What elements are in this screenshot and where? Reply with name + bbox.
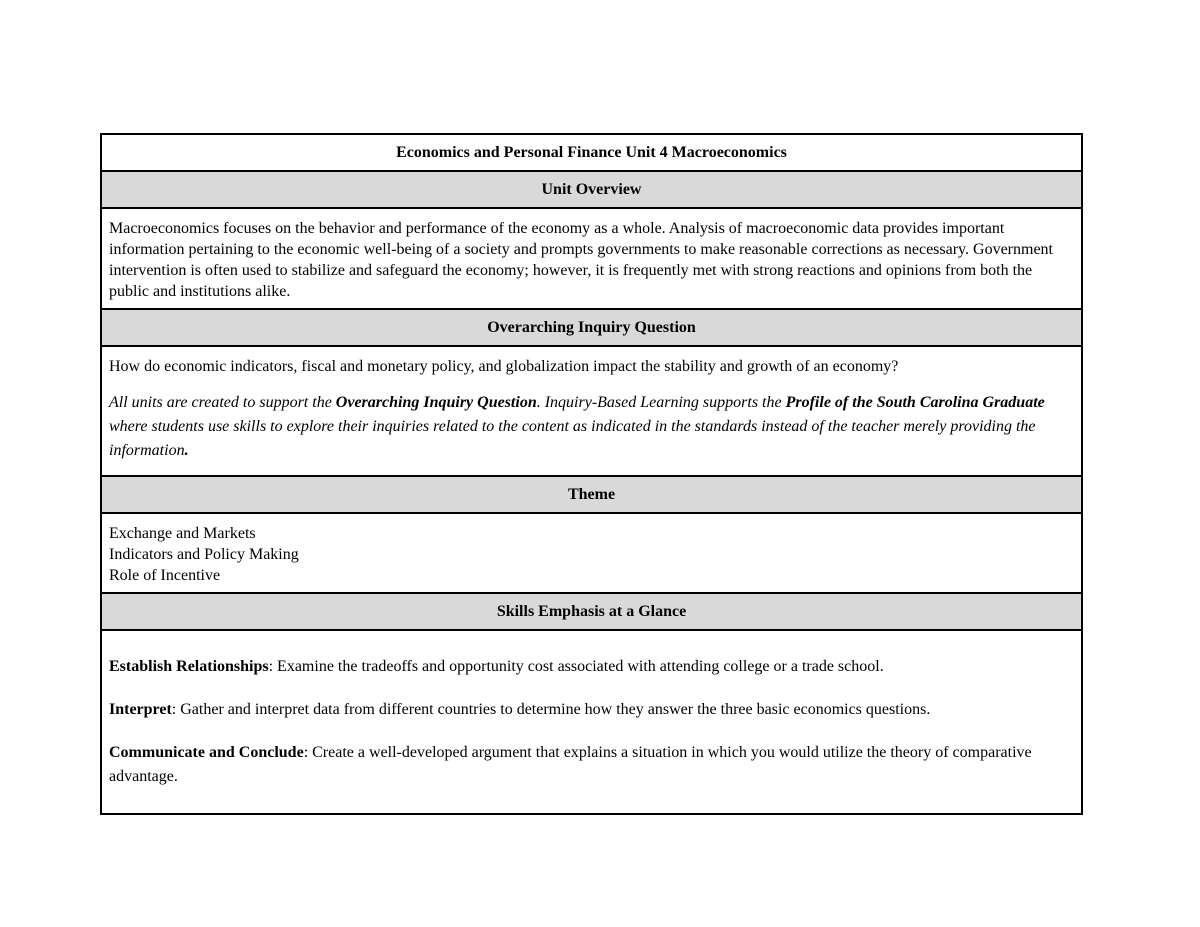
- document-title: [102, 135, 1081, 172]
- unit-overview-heading: Unit Overview: [541, 180, 642, 198]
- inquiry-note-bold1: Overarching Inquiry Question: [335, 394, 537, 411]
- inquiry-question-body: [102, 347, 1081, 477]
- theme-item: Indicators and Policy Making: [109, 546, 299, 563]
- unit-table: [100, 133, 1083, 815]
- inquiry-note-part2: . Inquiry-Based Learning supports the: [536, 394, 786, 411]
- inquiry-question-header: [102, 310, 1081, 347]
- inquiry-note-bold2: Profile of the South Carolina Graduate: [785, 394, 1045, 411]
- inquiry-question-heading: Overarching Inquiry Question: [487, 318, 696, 336]
- theme-body: [102, 514, 1081, 594]
- unit-overview-header: [102, 172, 1081, 209]
- theme-heading: Theme: [567, 485, 616, 503]
- skill-text: : Gather and interpret data from different countries to determine how they answer the three basic economics questions.: [171, 701, 931, 718]
- theme-item: Role of Incentive: [109, 567, 221, 584]
- skills-header: [102, 594, 1081, 631]
- skill-label: Interpret: [109, 701, 172, 718]
- inquiry-note-part3: where students use skills to explore their inquiries related to the content as indicated in the standards instead of the teacher merely providing the information: [109, 418, 1036, 459]
- skills-heading: Skills Emphasis at a Glance: [496, 602, 687, 620]
- skill-label: Communicate and Conclude: [109, 744, 304, 761]
- skills-body: [102, 631, 1081, 813]
- inquiry-note-bold3: .: [184, 442, 189, 459]
- skill-item: [109, 698, 1074, 722]
- skill-item: [109, 655, 1074, 679]
- inquiry-note-part1: All units are created to support the: [109, 394, 336, 411]
- skill-label: Establish Relationships: [109, 658, 269, 675]
- unit-overview-text: Macroeconomics focuses on the behavior and performance of the economy as a whole. Analysis of macroeconomic data provides important information pertaining to the economic well-being of a society and prompts governments to make reasonable corrections as necessary. Government intervention is often used to stabilize and safeguard the economy; however, it is frequently met with strong reactions and opinions from both the public and institutions alike.: [109, 220, 1053, 300]
- theme-header: [102, 477, 1081, 514]
- inquiry-question-text: How do economic indicators, fiscal and monetary policy, and globalization impact the stability and growth of an economy?: [109, 358, 899, 375]
- skill-item: [109, 741, 1074, 789]
- document-title-text: Economics and Personal Finance Unit 4 Macroeconomics: [396, 143, 787, 161]
- unit-overview-body: [102, 209, 1081, 310]
- skill-text: : Examine the tradeoffs and opportunity cost associated with attending college or a trade school.: [268, 658, 884, 675]
- skill-text: : Create a well-developed argument that explains a situation in which you would utilize the theory of comparative advantage.: [109, 744, 1032, 785]
- inquiry-note: [109, 391, 1074, 463]
- theme-item: Exchange and Markets: [109, 525, 256, 542]
